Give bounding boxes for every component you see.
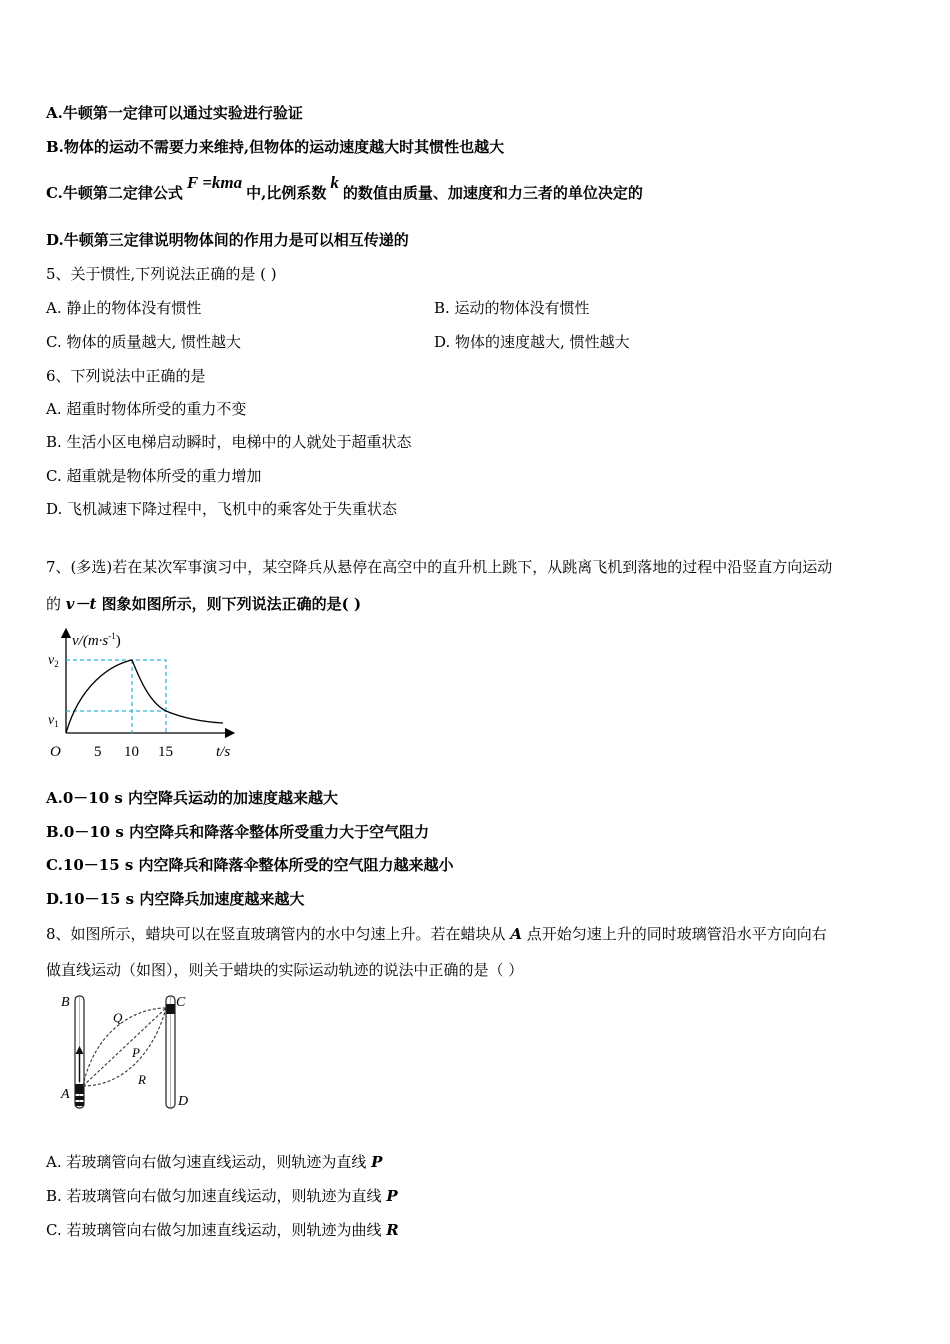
label-r: R xyxy=(138,1072,146,1087)
q7-stem-line1: 7、(多选)若在某次军事演习中，某空降兵从悬停在高空中的直升机上跳下，从跳离飞机到落地的过程中沿竖直方向运动 xyxy=(46,558,833,576)
label-q: Q xyxy=(113,1010,123,1025)
q8-option-b xyxy=(46,1186,398,1206)
q7-option-d: D.10－15 s 内空降兵加速度越来越大 xyxy=(46,890,305,908)
formula-k: k xyxy=(330,173,339,192)
q6-option-a: A. 超重时物体所受的重力不变 xyxy=(46,400,247,418)
q8-option-c-var: R xyxy=(386,1221,399,1239)
q8-option-c-text: C. 若玻璃管向右做匀加速直线运动，则轨迹为曲线 xyxy=(46,1221,387,1239)
q7-stem2-vt: v－t xyxy=(65,595,97,613)
q6-option-d: D. 飞机减速下降过程中，飞机中的乘客处于失重状态 xyxy=(46,500,398,518)
q6-option-b: B. 生活小区电梯启动瞬时，电梯中的人就处于超重状态 xyxy=(46,433,412,451)
q4-option-c-mid: 中,比例系数 xyxy=(246,184,327,202)
q8-stem1-a: A xyxy=(510,925,522,943)
tick-5: 5 xyxy=(94,744,102,760)
q8-stem1-post: 点开始匀速上升的同时玻璃管沿水平方向向右 xyxy=(521,925,827,943)
q4-option-d: D.牛顿第三定律说明物体间的作用力是可以相互传递的 xyxy=(46,231,409,249)
label-b: B xyxy=(61,995,70,1010)
q5-option-a: A. 静止的物体没有惯性 xyxy=(46,299,202,317)
q7-option-b: B.0－10 s 内空降兵和降落伞整体所受重力大于空气阻力 xyxy=(46,823,430,841)
tick-15: 15 xyxy=(158,744,173,760)
q4-option-c-post: 的数值由质量、加速度和力三者的单位决定的 xyxy=(342,184,643,202)
wax-block-a xyxy=(76,1084,84,1094)
q8-stem-line2: 做直线运动（如图），则关于蜡块的实际运动轨迹的说法中正确的是（ ） xyxy=(46,961,524,979)
origin-label: O xyxy=(50,744,61,760)
path-p xyxy=(83,1008,166,1086)
label-a: A xyxy=(61,1087,70,1102)
label-p: P xyxy=(132,1045,140,1060)
q7-stem-line2 xyxy=(46,594,361,614)
q5-option-b: B. 运动的物体没有惯性 xyxy=(434,299,590,317)
q5-stem: 5、关于惯性,下列说法正确的是 ( ) xyxy=(46,265,277,283)
q4-option-c-pre: C.牛顿第二定律公式 xyxy=(46,184,183,202)
tube-figure xyxy=(55,990,200,1115)
wax-block-c xyxy=(167,1004,175,1014)
vt-graph xyxy=(40,625,245,765)
q8-option-a xyxy=(46,1152,382,1172)
q7-option-c: C.10－15 s 内空降兵和降落伞整体所受的空气阻力越来越小 xyxy=(46,856,454,874)
q8-stem1-pre: 8、如图所示，蜡块可以在竖直玻璃管内的水中匀速上升。若在蜡块从 xyxy=(46,925,511,943)
q8-option-a-text: A. 若玻璃管向右做匀速直线运动，则轨迹为直线 xyxy=(46,1153,372,1171)
q7-stem2-post: 图象如图所示，则下列说法正确的是( ) xyxy=(96,595,362,613)
q8-option-c xyxy=(46,1220,399,1240)
label-c: C xyxy=(176,995,186,1010)
q8-option-b-var: P xyxy=(386,1187,398,1205)
v1-label: $v_1$ xyxy=(48,713,59,729)
formula-f-kma: F =kma xyxy=(186,173,243,192)
q6-stem: 6、下列说法中正确的是 xyxy=(46,367,206,385)
y-axis-label: $v/(m\cdot s^{-1})$ xyxy=(72,631,121,649)
q4-option-a: A.牛顿第一定律可以通过实验进行验证 xyxy=(46,104,303,122)
v2-label: $v_2$ xyxy=(48,653,59,669)
q4-option-b: B.物体的运动不需要力来维持,但物体的运动速度越大时其惯性也越大 xyxy=(46,138,505,156)
q7-stem2-pre: 的 xyxy=(46,595,66,613)
q5-option-c: C. 物体的质量越大, 惯性越大 xyxy=(46,333,242,351)
x-axis-label: t/s xyxy=(216,744,231,760)
q7-option-a: A.0－10 s 内空降兵运动的加速度越来越大 xyxy=(46,789,339,807)
q5-option-d: D. 物体的速度越大, 惯性越大 xyxy=(434,333,630,351)
q4-option-c xyxy=(46,173,643,203)
q8-stem-line1 xyxy=(46,924,827,944)
q6-option-c: C. 超重就是物体所受的重力增加 xyxy=(46,467,262,485)
tick-10: 10 xyxy=(124,744,139,760)
vt-curve xyxy=(66,660,223,733)
label-d: D xyxy=(178,1094,189,1109)
q8-option-b-text: B. 若玻璃管向右做匀加速直线运动，则轨迹为直线 xyxy=(46,1187,387,1205)
q8-option-a-var: P xyxy=(371,1153,383,1171)
